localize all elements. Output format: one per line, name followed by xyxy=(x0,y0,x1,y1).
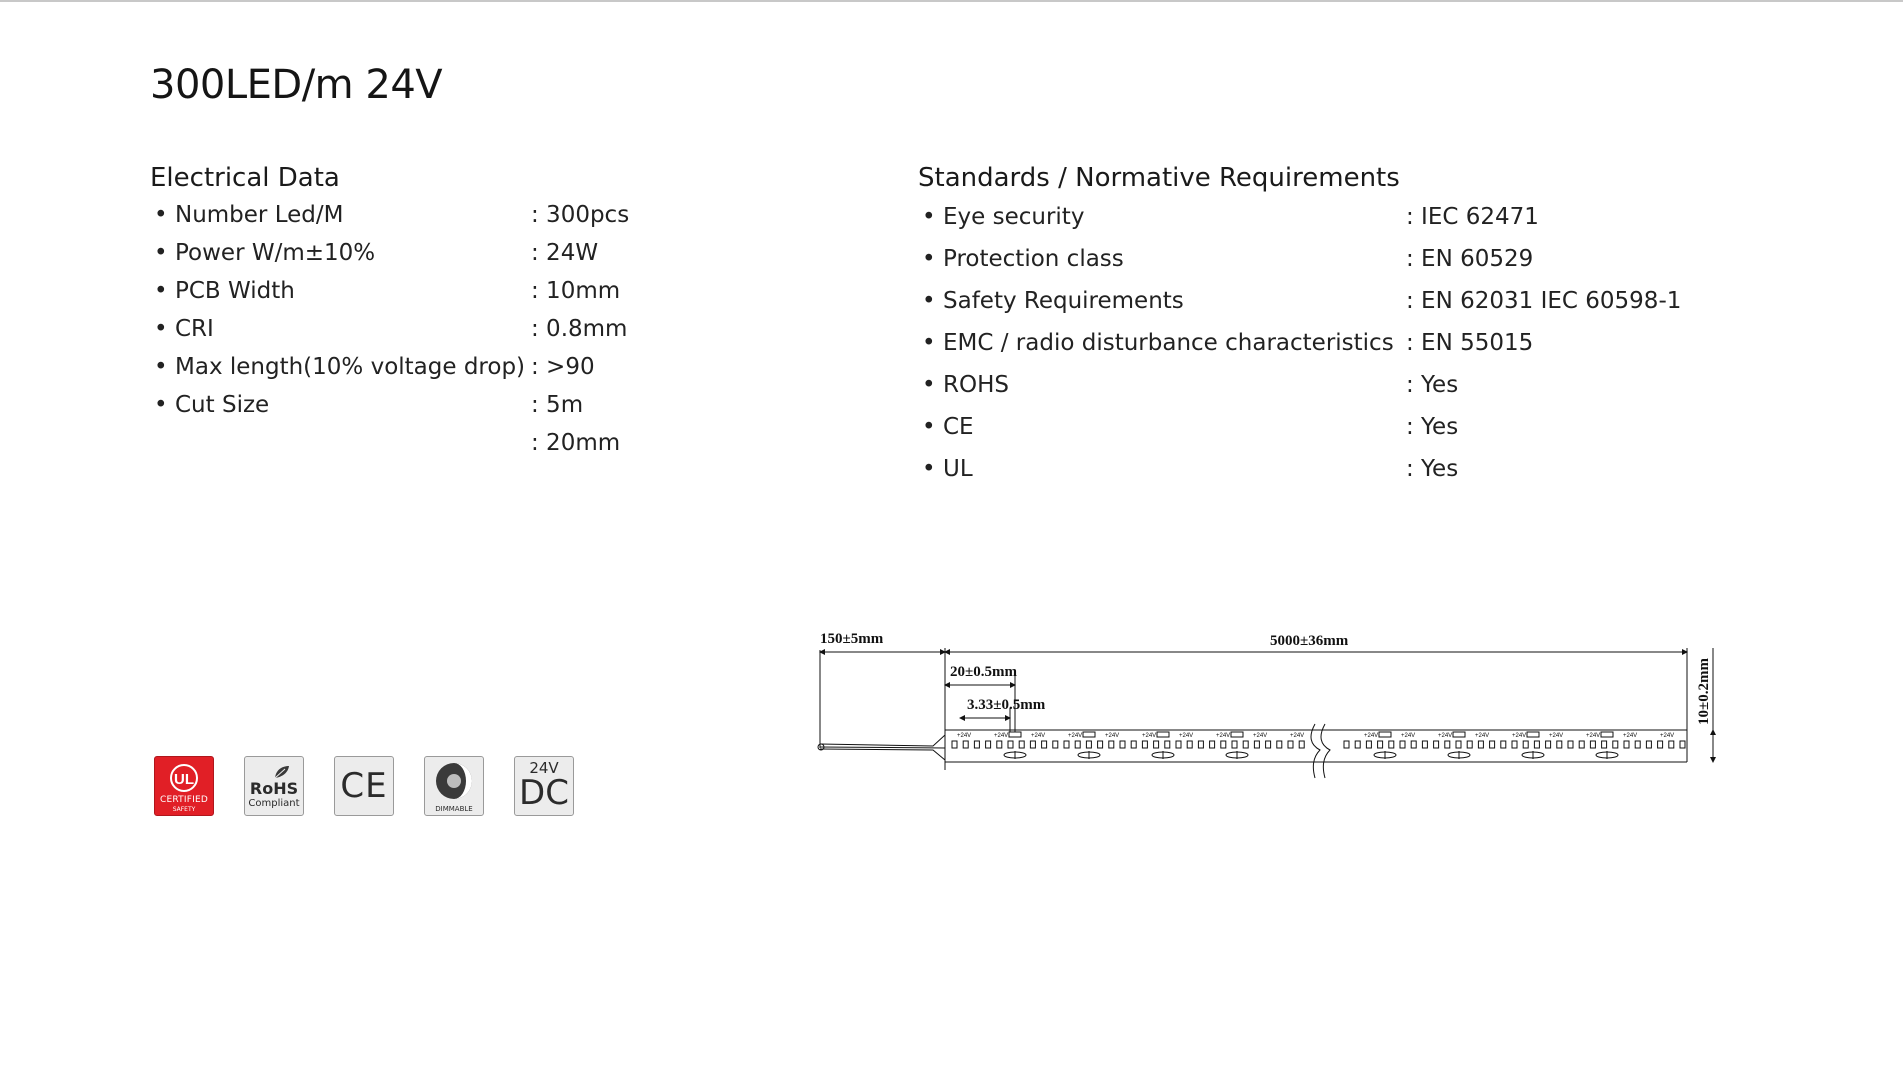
led-chip xyxy=(1176,741,1181,748)
led-chip xyxy=(1400,741,1405,748)
standard-label: Eye security xyxy=(943,204,1085,230)
spec-value: : 5m xyxy=(531,392,584,418)
led-chip xyxy=(1490,741,1495,748)
bullet: • xyxy=(154,278,168,304)
led-chip xyxy=(1232,741,1237,748)
ce-text: CE xyxy=(340,766,388,806)
dimmer-knob-icon xyxy=(425,760,483,804)
standard-row xyxy=(918,448,1718,490)
electrical-data-section xyxy=(150,160,710,462)
led-chip xyxy=(1243,741,1248,748)
standard-label: Safety Requirements xyxy=(943,288,1184,314)
led-chip xyxy=(1635,741,1640,748)
bullet: • xyxy=(154,202,168,228)
segment-marking: +24V xyxy=(1179,733,1194,739)
bullet: • xyxy=(922,246,936,272)
standards-heading: Standards / Normative Requirements xyxy=(918,163,1400,193)
led-chip xyxy=(952,741,957,748)
spec-label: Power W/m±10% xyxy=(175,240,376,266)
bullet: • xyxy=(922,372,936,398)
segment-marking: +24V xyxy=(1031,733,1046,739)
led-chip xyxy=(1210,741,1215,748)
led-chip xyxy=(1378,741,1383,748)
led-chip xyxy=(1344,741,1349,748)
standard-value: : EN 60529 xyxy=(1406,246,1534,272)
pitch-label: 3.33±0.5mm xyxy=(967,697,1046,713)
spec-label: CRI xyxy=(175,316,214,342)
electrical-data-heading: Electrical Data xyxy=(150,163,340,193)
bullet: • xyxy=(922,414,936,440)
led-chip xyxy=(1456,741,1461,748)
led-chip xyxy=(986,741,991,748)
spec-label: Number Led/M xyxy=(175,202,344,228)
segment-marking: +24V xyxy=(1142,733,1157,739)
led-chip xyxy=(1064,741,1069,748)
led-chip xyxy=(963,741,968,748)
segment-marking: +24V xyxy=(1660,733,1675,739)
standard-label: UL xyxy=(943,456,973,482)
led-chip xyxy=(1355,741,1360,748)
bullet: • xyxy=(922,204,936,230)
rohs-compliant-icon xyxy=(244,756,304,816)
standard-row xyxy=(918,238,1718,280)
spec-label: Cut Size xyxy=(175,392,270,418)
bullet: • xyxy=(922,456,936,482)
segment-marking: +24V xyxy=(1068,733,1083,739)
dc-voltage-icon xyxy=(514,756,574,816)
led-chip xyxy=(1467,741,1472,748)
page-title: 300LED/m 24V xyxy=(150,62,443,108)
spec-value: : 24W xyxy=(531,240,599,266)
spec-label: PCB Width xyxy=(175,278,295,304)
led-chip xyxy=(1669,741,1674,748)
segment-marking: +24V xyxy=(1475,733,1490,739)
led-chip-row xyxy=(952,741,1685,748)
led-chip xyxy=(1131,741,1136,748)
led-chip xyxy=(1299,741,1304,748)
led-chip xyxy=(1198,741,1203,748)
led-chip xyxy=(1602,741,1607,748)
bullet: • xyxy=(922,288,936,314)
certification-badges xyxy=(154,756,578,816)
ul-line2: SAFETY xyxy=(172,806,196,813)
segment-marking: +24V xyxy=(1290,733,1305,739)
bullet: • xyxy=(922,330,936,356)
led-chip xyxy=(1266,741,1271,748)
top-rule xyxy=(0,0,1903,2)
segment-marking: +24V xyxy=(994,733,1009,739)
segment-marking: +24V xyxy=(1586,733,1601,739)
led-strip-dimension-diagram xyxy=(815,620,1730,780)
led-chip xyxy=(1288,741,1293,748)
led-chip xyxy=(1680,741,1685,748)
standard-value: : Yes xyxy=(1406,456,1459,482)
led-chip xyxy=(1422,741,1427,748)
bullet: • xyxy=(154,392,168,418)
segment-marking: +24V xyxy=(1512,733,1527,739)
led-chip xyxy=(1501,741,1506,748)
led-chip xyxy=(1221,741,1226,748)
led-chip xyxy=(1590,741,1595,748)
standard-value: : EN 55015 xyxy=(1406,330,1534,356)
segment-marking: +24V xyxy=(1364,733,1379,739)
dc-label-text: DC xyxy=(519,773,569,813)
leaf-icon xyxy=(245,761,303,781)
spec-row xyxy=(150,386,710,424)
segment-marking: +24V xyxy=(1549,733,1564,739)
led-chip xyxy=(1008,741,1013,748)
rohs-title: RoHS xyxy=(249,779,299,798)
standard-value: : Yes xyxy=(1406,414,1459,440)
standard-value: : Yes xyxy=(1406,372,1459,398)
led-chip xyxy=(1624,741,1629,748)
led-chip xyxy=(1434,741,1439,748)
standard-label: ROHS xyxy=(943,372,1009,398)
led-chip xyxy=(997,741,1002,748)
led-chip xyxy=(1098,741,1103,748)
led-chip xyxy=(1646,741,1651,748)
ul-mark-text: UL xyxy=(174,771,194,788)
standard-row xyxy=(918,196,1718,238)
led-chip xyxy=(1366,741,1371,748)
led-chip xyxy=(1165,741,1170,748)
standard-row xyxy=(918,364,1718,406)
standard-row xyxy=(918,406,1718,448)
led-chip xyxy=(1389,741,1394,748)
led-chip xyxy=(1154,741,1159,748)
led-chip xyxy=(1053,741,1058,748)
spec-row xyxy=(150,196,710,234)
segment-marking: +24V xyxy=(1105,733,1120,739)
standard-label: EMC / radio disturbance characteristics xyxy=(943,330,1394,356)
lead-length-label: 150±5mm xyxy=(820,631,884,647)
led-chip xyxy=(1512,741,1517,748)
bullet: • xyxy=(154,316,168,342)
width-label: 10±0.2mm xyxy=(1696,658,1712,725)
led-chip xyxy=(1557,741,1562,748)
spec-value: : 0.8mm xyxy=(531,316,628,342)
led-chip xyxy=(1445,741,1450,748)
segment-marking: +24V xyxy=(957,733,972,739)
cut-length-label: 20±0.5mm xyxy=(950,664,1017,680)
led-chip xyxy=(1613,741,1618,748)
ul-certified-icon xyxy=(154,756,214,816)
spec-row xyxy=(150,424,710,462)
led-chip xyxy=(1019,741,1024,748)
bullet: • xyxy=(154,240,168,266)
led-chip xyxy=(1568,741,1573,748)
led-chip xyxy=(1579,741,1584,748)
led-chip xyxy=(1120,741,1125,748)
dc-voltage-text: 24V xyxy=(529,759,559,777)
led-chip xyxy=(1187,741,1192,748)
led-chip xyxy=(1042,741,1047,748)
led-chip xyxy=(1030,741,1035,748)
led-chip xyxy=(1086,741,1091,748)
ul-line1: CERTIFIED xyxy=(160,795,208,805)
dimmable-icon xyxy=(424,756,484,816)
standard-row xyxy=(918,280,1718,322)
spec-value: : 10mm xyxy=(531,278,621,304)
standard-row xyxy=(918,322,1718,364)
total-length-label: 5000±36mm xyxy=(1270,633,1349,649)
segment-marking: +24V xyxy=(1216,733,1231,739)
bullet: • xyxy=(154,354,168,380)
spec-row xyxy=(150,310,710,348)
led-chip xyxy=(1411,741,1416,748)
spec-row xyxy=(150,348,710,386)
spec-value: : 300pcs xyxy=(531,202,630,228)
standard-label: Protection class xyxy=(943,246,1124,272)
led-chip xyxy=(1075,741,1080,748)
spec-row xyxy=(150,234,710,272)
ul-mark-icon xyxy=(155,759,213,795)
led-chip xyxy=(1254,741,1259,748)
standard-value: : EN 62031 IEC 60598-1 xyxy=(1406,288,1682,314)
led-chip xyxy=(974,741,979,748)
ce-mark-icon xyxy=(334,756,394,816)
dimmable-label: DIMMABLE xyxy=(435,805,473,813)
led-chip xyxy=(1523,741,1528,748)
rohs-sub: Compliant xyxy=(248,798,300,809)
standards-section xyxy=(918,160,1718,490)
standard-label: CE xyxy=(943,414,974,440)
segment-marking: +24V xyxy=(1253,733,1268,739)
segment-marking: +24V xyxy=(1401,733,1416,739)
spec-value: : 20mm xyxy=(531,430,621,456)
spec-row xyxy=(150,272,710,310)
led-chip xyxy=(1534,741,1539,748)
led-chip xyxy=(1658,741,1663,748)
led-chip xyxy=(1546,741,1551,748)
led-chip xyxy=(1109,741,1114,748)
standard-value: : IEC 62471 xyxy=(1406,204,1539,230)
led-chip xyxy=(1277,741,1282,748)
segment-marking-row xyxy=(957,733,1674,739)
spec-value: : >90 xyxy=(531,354,595,380)
spec-label: Max length(10% voltage drop) xyxy=(175,354,526,380)
segment-marking: +24V xyxy=(1438,733,1453,739)
segment-marking: +24V xyxy=(1623,733,1638,739)
led-chip xyxy=(1478,741,1483,748)
led-chip xyxy=(1142,741,1147,748)
